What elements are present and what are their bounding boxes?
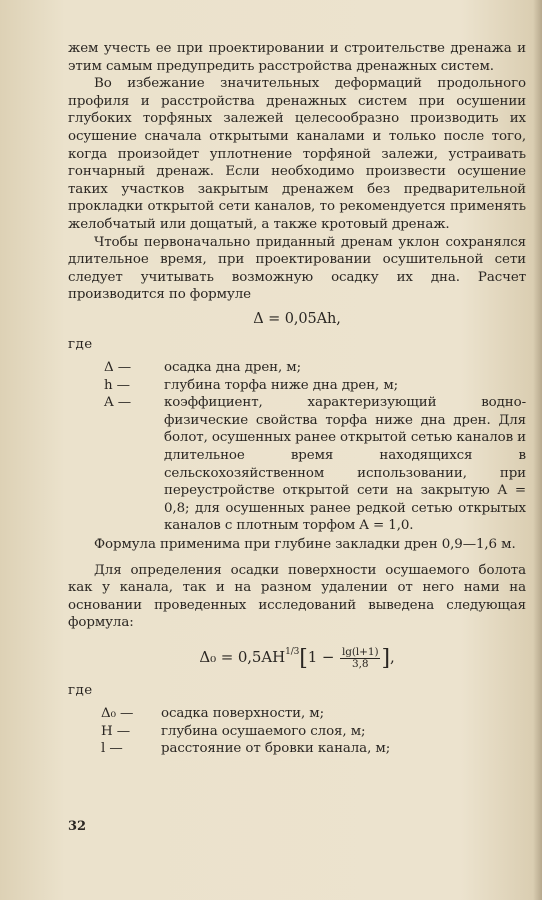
formula-surface-settlement	[68, 644, 526, 670]
definition-symbol: h —	[104, 377, 130, 393]
definition-symbol: A —	[104, 395, 132, 411]
formula-exponent: 1/3	[285, 647, 300, 657]
definition-row	[68, 394, 526, 535]
definition-text: расстояние от бровки канала, м;	[161, 741, 391, 757]
definition-row	[68, 359, 526, 377]
definition-row	[68, 705, 526, 723]
where-label-1: где	[68, 336, 93, 352]
definition-text: глубина осушаемого слоя, м;	[161, 723, 366, 739]
definition-symbol: Δ₀ —	[101, 706, 134, 722]
definitions-list-2	[68, 705, 526, 758]
paragraph-deformations: Во избежание значительных деформаций продольного профиля и расстройства дренажных систем при осушении глубоких торфяных залежей целесообразно производить их осушение сначала открытыми каналами и только после того, когда произойдет уплотнение торфяной залежи, устраивать гончарный дренаж. Если необходимо произвести осушение таких участков закрытым дренажем без предварительной прокладки открытой сети каналов, то рекомендуется применять желобчатый или дощатый, а также кротовый дренаж.	[68, 76, 526, 232]
paragraph-applicability: Формула применима при глубине закладки дрен 0,9—1,6 м.	[94, 537, 516, 553]
formula-tail: ,	[389, 648, 395, 666]
definition-row	[68, 723, 526, 741]
paragraph-slope: Чтобы первоначально приданный дренам уклон сохранялся длительное время, при проектировании осушительной сети следует учитывать возможную осадку их дна. Расчет производится по формуле	[68, 234, 526, 303]
formula-lhs: Δ₀ = 0,5AH	[199, 648, 286, 666]
paragraph-surface-settlement: Для определения осадки поверхности осушаемого болота как у канала, так и на разном удалении от него нами на основании проведенных исследований выведена следующая формула:	[68, 562, 526, 631]
definition-text: осадка дна дрен, м;	[164, 360, 302, 376]
paragraph-continuation: жем учесть ее при проектировании и строительстве дренажа и этим самым предупредить расстройства дренажных систем.	[68, 41, 526, 74]
where-label-2: где	[68, 682, 93, 698]
formula-denominator: 3,8	[352, 657, 369, 670]
page-number: 32	[68, 819, 86, 834]
definition-text: осадка поверхности, м;	[161, 706, 325, 722]
definition-row	[68, 377, 526, 395]
definitions-list-1	[68, 359, 526, 535]
formula-settlement: Δ = 0,05Ah,	[253, 310, 341, 327]
definition-text: коэффициент, характеризующий водно-физические свойства торфа ниже дна дрен. Для болот, осушенных ранее открытой сетью каналов и длительное время находящихся в сельскохозяйственном использовании, при переустройстве открытой сети на закрытую A = 0,8; для осушенных ранее редкой сетью открытых каналов с плотным торфом A = 1,0.	[164, 395, 526, 534]
formula-one-minus: 1 −	[307, 648, 335, 666]
definition-symbol: l —	[101, 741, 123, 757]
definition-row	[68, 740, 526, 758]
formula-fraction	[340, 647, 380, 670]
definition-symbol: H —	[101, 723, 131, 739]
definition-symbol: Δ —	[104, 360, 132, 376]
formula-bracket-open: [	[299, 646, 308, 671]
definition-text: глубина торфа ниже дна дрен, м;	[164, 377, 399, 393]
formula-numerator: lg(l+1)	[342, 645, 379, 658]
formula-bracket-close: ]	[381, 646, 390, 671]
